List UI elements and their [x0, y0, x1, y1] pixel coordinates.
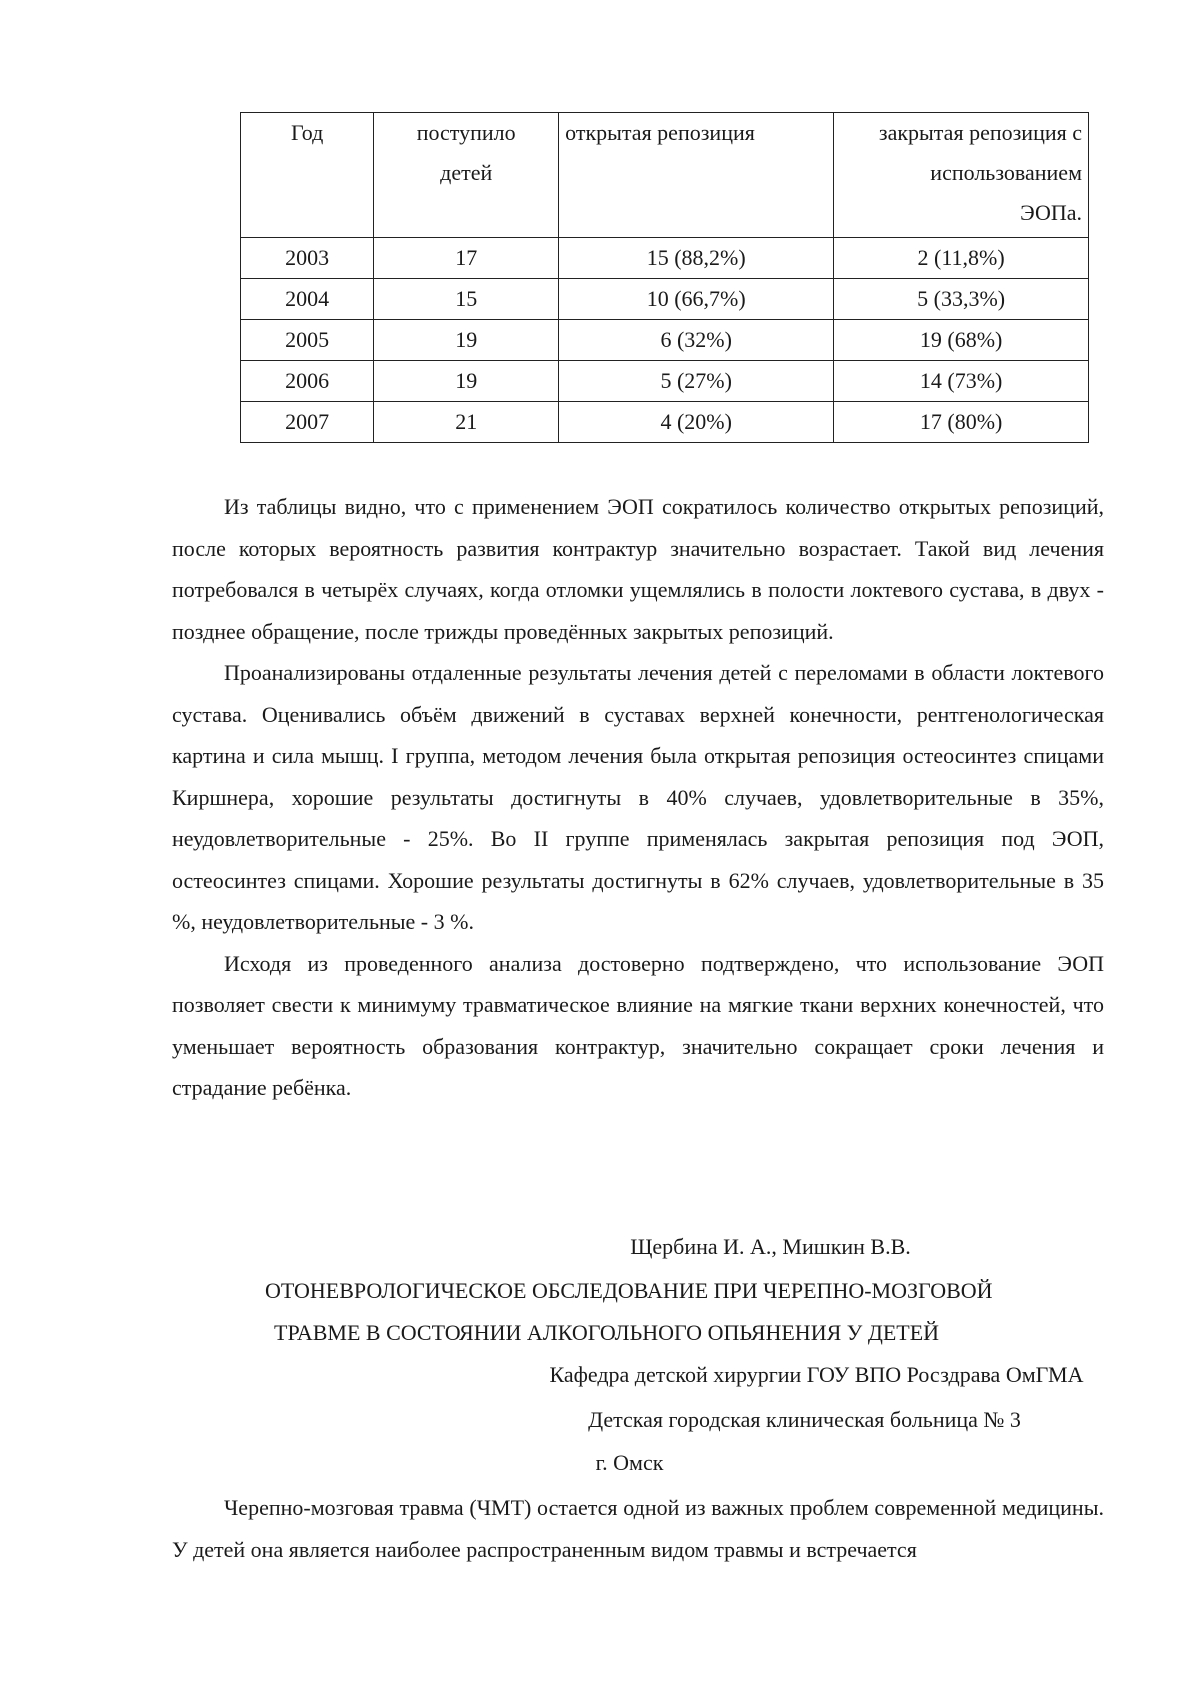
cell-closed: 19 (68%)	[834, 320, 1089, 361]
cell-year: 2004	[241, 279, 374, 320]
cell-admitted: 15	[374, 279, 559, 320]
cell-year: 2006	[241, 361, 374, 402]
cell-open: 4 (20%)	[559, 402, 834, 443]
cell-closed: 17 (80%)	[834, 402, 1089, 443]
article-authors: Щербина И. А., Мишкин В.В.	[630, 1234, 911, 1259]
cell-admitted: 19	[374, 361, 559, 402]
cell-open: 15 (88,2%)	[559, 238, 834, 279]
cell-admitted: 17	[374, 238, 559, 279]
header-open-reposition: открытая репозиция	[559, 113, 834, 238]
header-year: Год	[241, 113, 374, 238]
article-intro-text	[172, 1487, 1104, 1570]
header-admitted: поступило детей	[374, 113, 559, 238]
paragraph: Исходя из проведенного анализа достоверно подтверждено, что использование ЭОП позволяет свести к минимуму травматическое влияние на мягкие ткани верхних конечностей, что уменьшает вероятность образования контрактур, значительно сокращает сроки лечения и страдание ребёнка.	[172, 950, 1104, 1100]
table-row	[241, 361, 1089, 402]
table-row	[241, 402, 1089, 443]
table-row	[241, 320, 1089, 361]
article-affiliation-department: Кафедра детской хирургии ГОУ ВПО Росздрава ОмГМА	[549, 1362, 1084, 1387]
table-row	[241, 279, 1089, 320]
article-city: г. Омск	[595, 1450, 664, 1475]
paragraph: Черепно-мозговая травма (ЧМТ) остается одной из важных проблем современной медицины. У детей она является наиболее распространенным видом травмы и встречается	[172, 1495, 1104, 1562]
cell-year: 2007	[241, 402, 374, 443]
table-header-row	[241, 113, 1089, 238]
cell-year: 2003	[241, 238, 374, 279]
cell-closed: 5 (33,3%)	[834, 279, 1089, 320]
cell-closed: 14 (73%)	[834, 361, 1089, 402]
article-affiliation-hospital: Детская городская клиническая больница № 3	[588, 1407, 1021, 1432]
discussion-text	[172, 486, 1104, 1109]
cell-admitted: 19	[374, 320, 559, 361]
results-table	[240, 112, 1089, 443]
cell-open: 10 (66,7%)	[559, 279, 834, 320]
cell-closed: 2 (11,8%)	[834, 238, 1089, 279]
cell-admitted: 21	[374, 402, 559, 443]
cell-open: 5 (27%)	[559, 361, 834, 402]
cell-open: 6 (32%)	[559, 320, 834, 361]
paragraph: Из таблицы видно, что с применением ЭОП сократилось количество открытых репозиций, после которых вероятность развития контрактур значительно возрастает. Такой вид лечения потребовался в четырёх случаях, когда отломки ущемлялись в полости локтевого сустава, в двух - позднее обращение, после трижды проведённых закрытых репозиций.	[172, 494, 1104, 644]
article-title-line-1: ОТОНЕВРОЛОГИЧЕСКОЕ ОБСЛЕДОВАНИЕ ПРИ ЧЕРЕПНО-МОЗГОВОЙ	[265, 1278, 993, 1303]
paragraph: Проанализированы отдаленные результаты лечения детей с переломами в области локтевого сустава. Оценивались объём движений в суставах верхней конечности, рентгенологическая картина и сила мышц. I группа, методом лечения была открытая репозиция остеосинтез спицами Киршнера, хорошие результаты достигнуты в 40% случаев, удовлетворительные в 35%, неудовлетворительные - 25%. Во II группе применялась закрытая репозиция под ЭОП, остеосинтез спицами. Хорошие результаты достигнуты в 62% случаев, удовлетворительные в 35 %, неудовлетворительные - 3 %.	[172, 660, 1104, 934]
table-row	[241, 238, 1089, 279]
article-title-line-2: ТРАВМЕ В СОСТОЯНИИ АЛКОГОЛЬНОГО ОПЬЯНЕНИЯ У ДЕТЕЙ	[274, 1320, 940, 1345]
cell-year: 2005	[241, 320, 374, 361]
header-closed-reposition: закрытая репозиция с использованием ЭОПа.	[834, 113, 1089, 238]
